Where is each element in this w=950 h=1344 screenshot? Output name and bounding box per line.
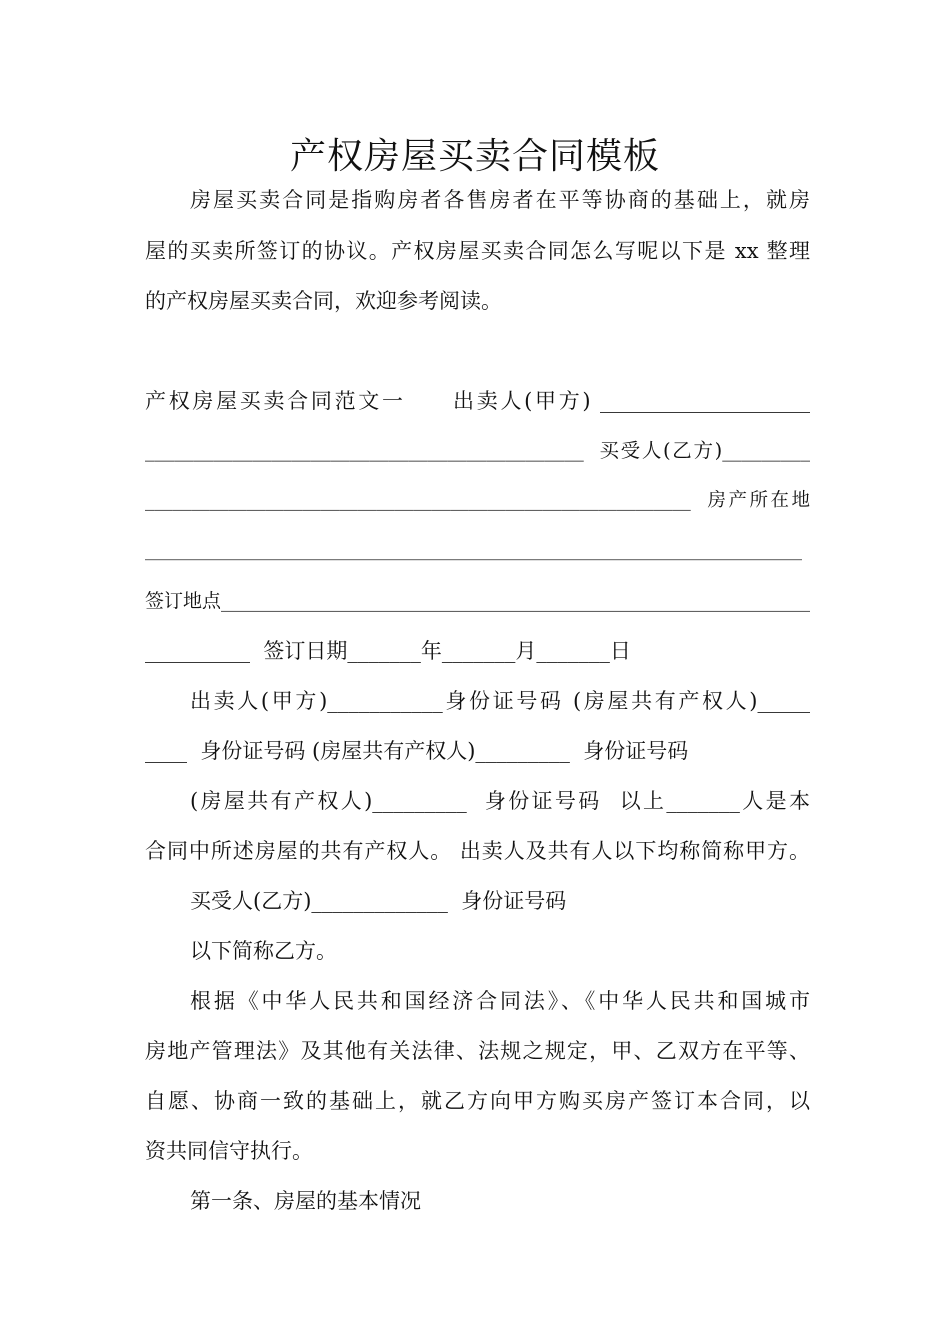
party-b-definition-line: 以下简称乙方。 [190, 939, 337, 963]
intro-line-3: 的产权房屋买卖合同，欢迎参考阅读。 [145, 289, 502, 313]
basis-line-3: 自愿、协商一致的基础上，就乙方向甲方购买房产签订本合同，以 [145, 1089, 810, 1113]
basis-line-4: 资共同信守执行。 [145, 1139, 313, 1163]
signing-date-line: __________ 签订日期_______年_______月_______日 [145, 639, 631, 663]
buyer-id-line: 买受人(乙方)_____________ 身份证号码 [190, 889, 567, 913]
basis-line-1: 根据《中华人民共和国经济合同法》、《中华人民共和国城市 [190, 989, 810, 1013]
buyer-line: _____________________________________________ 买受人(乙方)_________ [145, 439, 810, 462]
basis-line-2: 房地产管理法》及其他有关法律、法规之规定，甲、乙双方在平等、 [145, 1039, 810, 1063]
intro-line-1: 房屋买卖合同是指购房者各售房者在平等协商的基础上，就房 [190, 188, 810, 212]
property-location-line: ___________________________________________________________ 房产所在地 [145, 490, 810, 511]
signing-place-line: 签订地点______________________________________________________________ [145, 590, 811, 612]
seller-line: 产权房屋买卖合同范文一 出卖人(甲方) ____________________ [145, 389, 810, 413]
co-owner-id-line: ____ 身份证号码 (房屋共有产权人)_________ 身份证号码 [145, 739, 689, 763]
document-title: 产权房屋买卖合同模板 [289, 136, 660, 177]
article-one-heading: 第一条、房屋的基本情况 [190, 1189, 421, 1213]
party-a-definition-line: 合同中所述房屋的共有产权人。 出卖人及共有人以下均称简称甲方。 [145, 839, 810, 863]
intro-line-2: 屋的买卖所签订的协议。产权房屋买卖合同怎么写呢以下是 xx 整理 [145, 239, 810, 263]
seller-id-line: 出卖人(甲方)___________身份证号码 (房屋共有产权人)_____ [190, 689, 810, 713]
blank-line: _________________________________________________________________________ [145, 540, 802, 561]
co-owner-count-line: (房屋共有产权人)_________ 身份证号码 以上_______人是本 [190, 789, 810, 813]
